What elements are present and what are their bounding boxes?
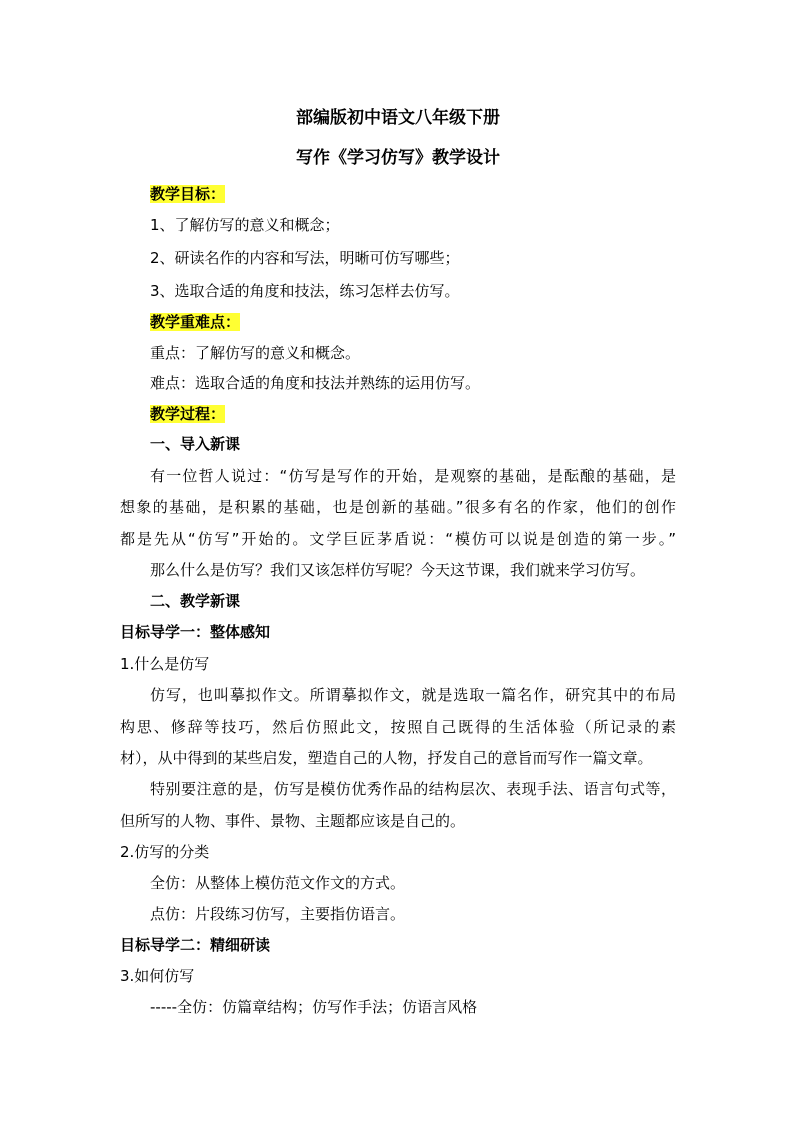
question-1: 1.什么是仿写 — [120, 655, 210, 673]
intro-question: 那么什么是仿写？我们又该怎样仿写呢？今天这节课，我们就来学习仿写。 — [150, 561, 646, 579]
key-heading: 教学重难点： — [150, 313, 241, 331]
key-heading-line — [120, 312, 676, 332]
key-focus: 重点：了解仿写的意义和概念。 — [150, 344, 361, 362]
goals-heading-line — [120, 184, 676, 204]
definition-line: 构思、修辞等技巧，然后仿照此文，按照自己既得的生活体验（所记录的素 — [120, 718, 676, 736]
process-heading-line — [120, 404, 676, 424]
goal-item: 3、选取合适的角度和技法，练习怎样去仿写。 — [150, 282, 460, 300]
key-difficulty: 难点：选取合适的角度和技法并熟练的运用仿写。 — [150, 374, 481, 392]
doc-subtitle: 写作《学习仿写》教学设计 — [296, 148, 500, 168]
process-heading: 教学过程： — [150, 405, 226, 423]
part2-heading: 二、教学新课 — [150, 592, 241, 610]
definition-line: 仿写，也叫摹拟作文。所谓摹拟作文，就是选取一篇名作，研究其中的布局 — [150, 686, 676, 704]
goals-heading: 教学目标： — [150, 185, 226, 203]
goal-item: 1、了解仿写的意义和概念； — [150, 216, 340, 234]
part1-heading: 一、导入新课 — [150, 435, 241, 453]
goal1-heading: 目标导学一：整体感知 — [120, 623, 271, 641]
goal2-heading: 目标导学二：精细研读 — [120, 936, 271, 954]
intro-line: 都是先从“仿写”开始的。文学巨匠茅盾说：“模仿可以说是创造的第一步。” — [120, 530, 676, 548]
partial-copy: 点仿：片段练习仿写，主要指仿语言。 — [150, 905, 406, 923]
intro-line: 想象的基础，是积累的基础，也是创新的基础。”很多有名的作家，他们的创作 — [120, 498, 676, 516]
intro-line: 有一位哲人说过：“仿写是写作的开始，是观察的基础，是酝酿的基础，是 — [150, 467, 676, 485]
question-2: 2.仿写的分类 — [120, 843, 210, 861]
note-line: 特别要注意的是，仿写是模仿优秀作品的结构层次、表现手法、语言句式等， — [150, 780, 676, 798]
doc-title: 部编版初中语文八年级下册 — [296, 108, 500, 128]
full-copy: 全仿：从整体上模仿范文作文的方式。 — [150, 874, 406, 892]
question-3: 3.如何仿写 — [120, 967, 195, 985]
goal-item: 2、研读名作的内容和写法，明晰可仿写哪些； — [150, 249, 460, 267]
note-line: 但所写的人物、事件、景物、主题都应该是自己的。 — [120, 812, 466, 830]
definition-line: 材），从中得到的某些启发，塑造自己的人物，抒发自己的意旨而写作一篇文章。 — [120, 749, 653, 767]
full-copy-methods: -----全仿：仿篇章结构；仿写作手法；仿语言风格 — [150, 998, 478, 1016]
